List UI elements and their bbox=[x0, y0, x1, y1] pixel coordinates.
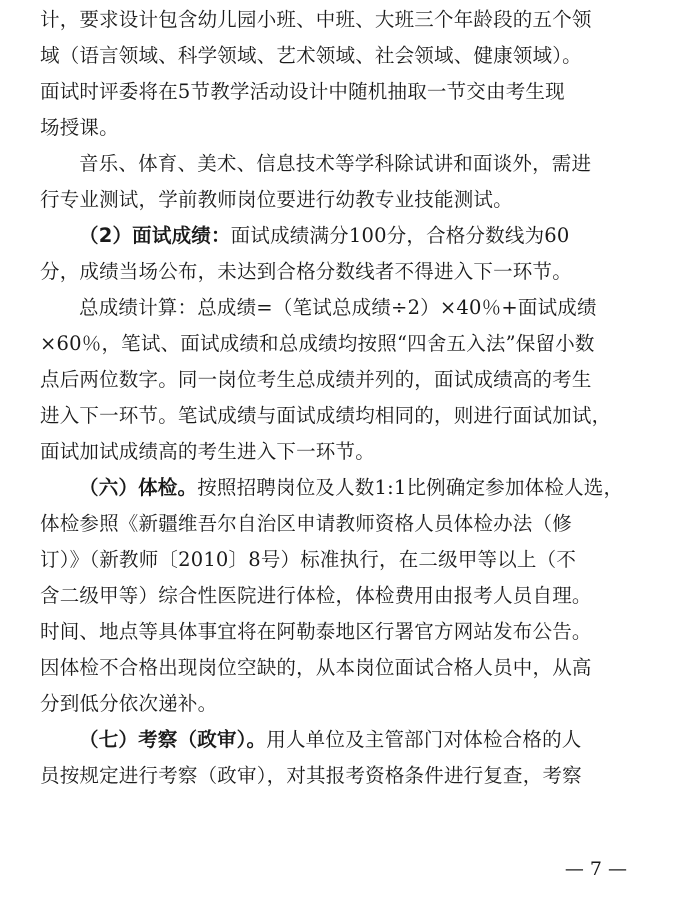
text-line: 音乐、体育、美术、信息技术等学科除试讲和面谈外，需进 bbox=[79, 152, 592, 175]
text-line: 进入下一环节。笔试成绩与面试成绩均相同的，则进行面试加试， bbox=[40, 404, 612, 427]
section-heading: （六）体检。 bbox=[79, 476, 198, 499]
paragraph-physical-exam bbox=[40, 470, 652, 722]
text-line: 含二级甲等）综合性医院进行体检，体检费用由报考人员自理。 bbox=[40, 584, 592, 607]
text-line: 体检参照《新疆维吾尔自治区申请教师资格人员体检办法（修 bbox=[40, 512, 572, 535]
text-line: 点后两位数字。同一岗位考生总成绩并列的，面试成绩高的考生 bbox=[40, 368, 592, 391]
text-line bbox=[40, 470, 652, 506]
text-run: 按照招聘岗位及人数1:1比例确定参加体检人选， bbox=[197, 476, 624, 499]
paragraph-total-score bbox=[40, 290, 652, 470]
text-line: 总成绩计算：总成绩=（笔试总成绩÷2）×40％+面试成绩 bbox=[79, 296, 597, 319]
paragraph-inspection bbox=[40, 722, 652, 794]
text-line: 分到低分依次递补。 bbox=[40, 692, 218, 715]
text-line: 时间、地点等具体事宜将在阿勒泰地区行署官方网站发布公告。 bbox=[40, 620, 592, 643]
text-run: 用人单位及主管部门对体检合格的人 bbox=[266, 728, 582, 751]
text-run: 面试成绩满分100分，合格分数线为60 bbox=[230, 224, 570, 247]
paragraph-interview-score bbox=[40, 218, 652, 290]
text-line: ×60％，笔试、面试成绩和总成绩均按照“四舍五入法”保留小数 bbox=[40, 332, 595, 355]
text-line: 行专业测试，学前教师岗位要进行幼教专业技能测试。 bbox=[40, 188, 513, 211]
text-line: 域（语言领域、科学领域、艺术领域、社会领域、健康领域）。 bbox=[40, 44, 582, 67]
text-line: 面试时评委将在5节教学活动设计中随机抽取一节交由考生现 bbox=[40, 80, 565, 103]
section-heading: （2）面试成绩： bbox=[79, 224, 231, 247]
text-line bbox=[40, 722, 652, 758]
text-line: 员按规定进行考察（政审），对其报考资格条件进行复查，考察 bbox=[40, 764, 582, 787]
paragraph-professional-test bbox=[40, 146, 652, 218]
text-line: 场授课。 bbox=[40, 116, 119, 139]
text-line: 计，要求设计包含幼儿园小班、中班、大班三个年龄段的五个领 bbox=[40, 8, 592, 31]
text-line: 分，成绩当场公布，未达到合格分数线者不得进入下一环节。 bbox=[40, 260, 572, 283]
text-line: 因体检不合格出现岗位空缺的，从本岗位面试合格人员中，从高 bbox=[40, 656, 592, 679]
paragraph-interview-design bbox=[40, 2, 652, 146]
page-number: — 7 — bbox=[564, 858, 627, 880]
text-line: 面试加试成绩高的考生进入下一环节。 bbox=[40, 440, 375, 463]
text-line bbox=[40, 218, 652, 254]
text-line: 订）》（新教师〔2010〕8号）标准执行，在二级甲等以上（不 bbox=[40, 548, 577, 571]
section-heading: （七）考察（政审）。 bbox=[79, 728, 267, 751]
